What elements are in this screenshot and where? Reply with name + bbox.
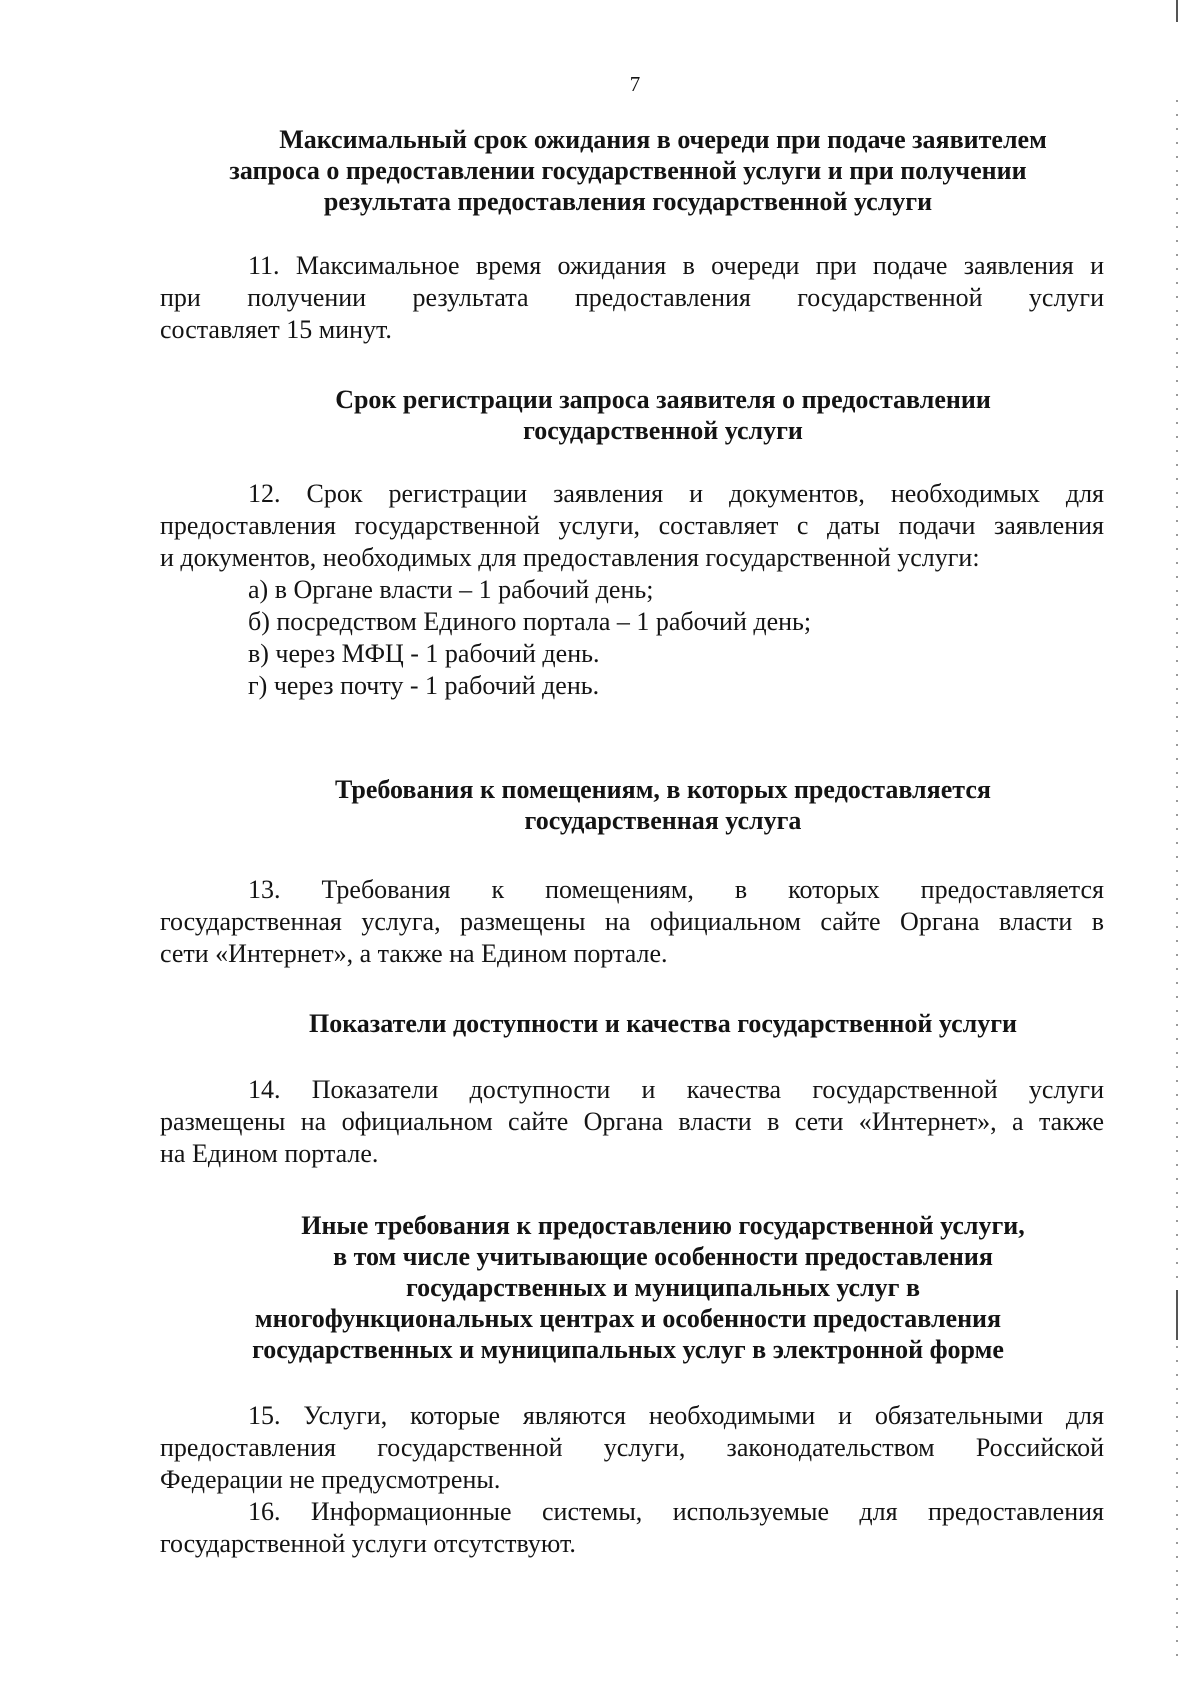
scan-edge-line — [1176, 1290, 1178, 1340]
heading-line: Показатели доступности и качества государственной услуги — [308, 1009, 1018, 1038]
paragraph-line: составляет 15 минут. — [160, 315, 392, 344]
heading-line: Максимальный срок ожидания в очереди при подаче заявителем — [279, 125, 1047, 154]
paragraph-line: Федерации не предусмотрены. — [160, 1465, 501, 1494]
heading-line: государственной услуги — [523, 416, 803, 445]
paragraph-line: предоставления государственной услуги, законодательством Российской — [160, 1433, 1104, 1462]
section-heading-premises-requirements — [150, 774, 1106, 836]
paragraph-line: 15. Услуги, которые являются необходимыми и обязательными для — [248, 1401, 1104, 1430]
heading-line: в том числе учитывающие особенности предоставления — [333, 1242, 993, 1271]
heading-line: Требования к помещениям, в которых предоставляется — [335, 775, 991, 804]
heading-line: государственная услуга — [524, 806, 802, 835]
section-heading-registration-term — [150, 384, 1106, 446]
scan-edge-dots — [1176, 100, 1178, 1660]
paragraph-line: и документов, необходимых для предоставления государственной услуги: — [160, 543, 980, 572]
paragraph-line: предоставления государственной услуги, составляет с даты подачи заявления — [160, 511, 1104, 540]
section-heading-waiting-time — [150, 124, 1106, 217]
paragraph-line: при получении результата предоставления государственной услуги — [160, 283, 1104, 312]
paragraph-line: государственная услуга, размещены на официальном сайте Органа власти в — [160, 907, 1104, 936]
paragraph-line: сети «Интернет», а также на Едином портале. — [160, 939, 668, 968]
paragraph-line: 13. Требования к помещениям, в которых предоставляется — [248, 875, 1104, 904]
list-item: а) в Органе власти – 1 рабочий день; — [248, 575, 654, 604]
paragraph-14 — [160, 1074, 1104, 1170]
page-number: 7 — [629, 72, 641, 96]
section-heading-accessibility-indicators — [150, 1008, 1106, 1039]
paragraph-11 — [160, 250, 1104, 346]
list-item: г) через почту - 1 рабочий день. — [248, 671, 600, 700]
heading-line: государственных и муниципальных услуг в — [405, 1273, 921, 1302]
paragraph-line: 11. Максимальное время ожидания в очереди при подаче заявления и — [248, 251, 1104, 280]
scan-edge-line — [1176, 0, 1178, 22]
paragraph-15 — [160, 1400, 1104, 1496]
paragraph-16 — [160, 1496, 1104, 1560]
heading-line: многофункциональных центрах и особенности предоставления — [254, 1304, 1002, 1333]
heading-line: результата предоставления государственной услуги — [323, 187, 933, 216]
paragraph-line: государственной услуги отсутствуют. — [160, 1529, 576, 1558]
list-item: в) через МФЦ - 1 рабочий день. — [248, 639, 600, 668]
list-item: б) посредством Единого портала – 1 рабочий день; — [248, 607, 812, 636]
heading-line: запроса о предоставлении государственной услуги и при получении — [229, 156, 1027, 185]
heading-line: государственных и муниципальных услуг в электронной форме — [252, 1335, 1004, 1364]
paragraph-13 — [160, 874, 1104, 970]
paragraph-line: 16. Информационные системы, используемые для предоставления — [248, 1497, 1104, 1526]
heading-line: Срок регистрации запроса заявителя о предоставлении — [335, 385, 991, 414]
paragraph-line: размещены на официальном сайте Органа власти в сети «Интернет», а также — [160, 1107, 1104, 1136]
paragraph-line: 14. Показатели доступности и качества государственной услуги — [248, 1075, 1104, 1104]
paragraph-line: 12. Срок регистрации заявления и документов, необходимых для — [248, 479, 1104, 508]
paragraph-12 — [160, 478, 1104, 702]
paragraph-line: на Едином портале. — [160, 1139, 379, 1168]
section-heading-other-requirements — [150, 1210, 1106, 1365]
heading-line: Иные требования к предоставлению государственной услуги, — [301, 1211, 1025, 1240]
